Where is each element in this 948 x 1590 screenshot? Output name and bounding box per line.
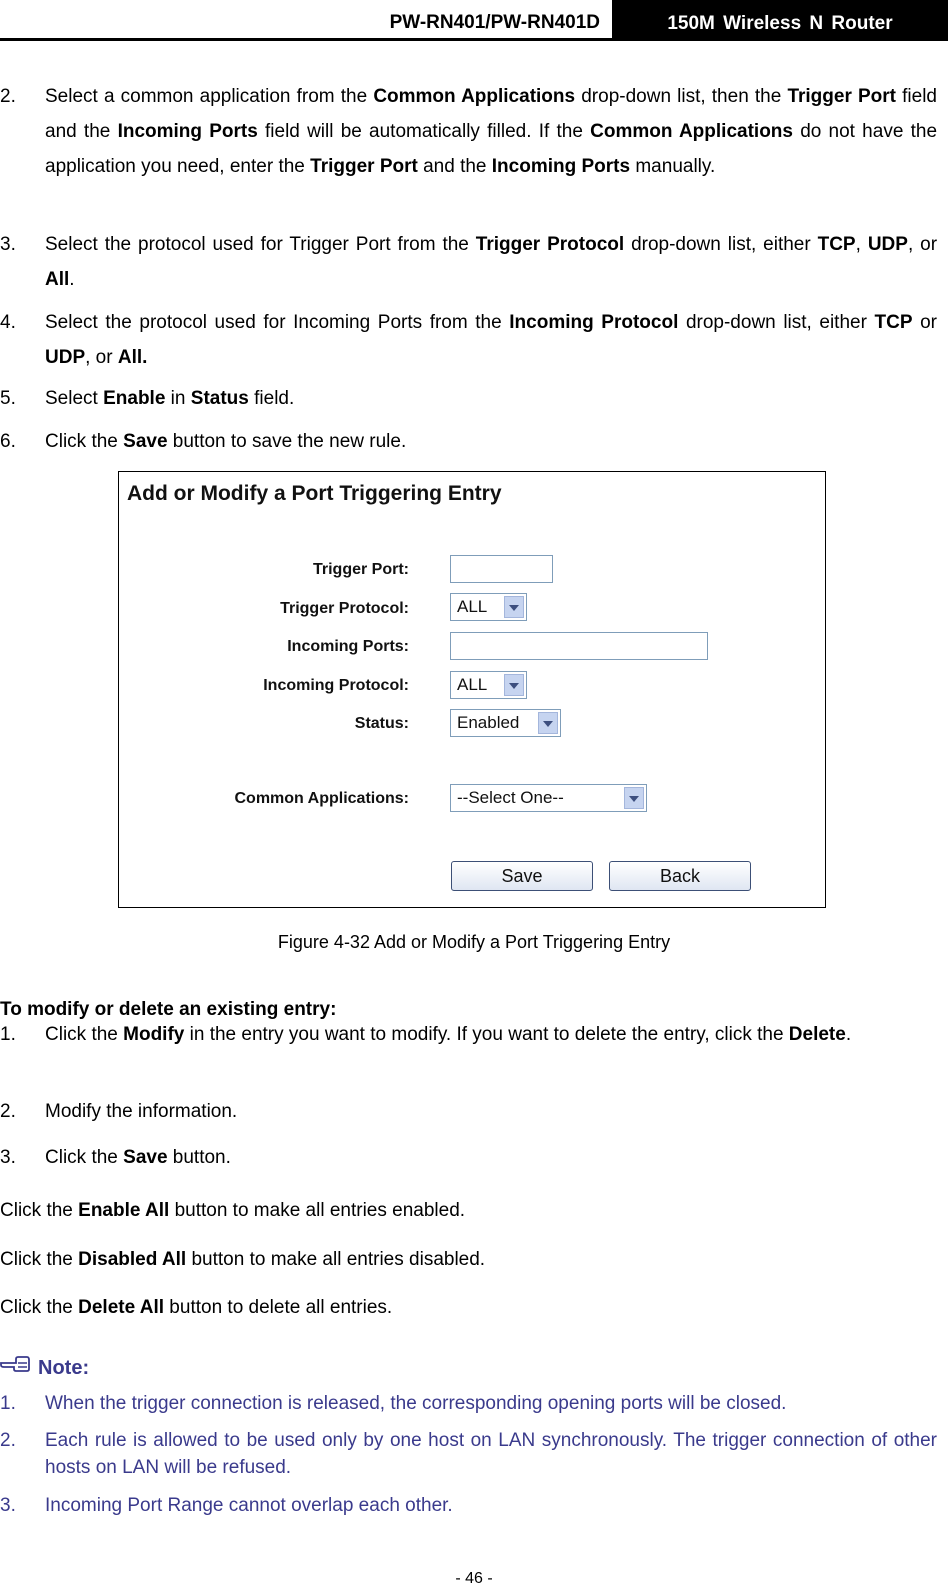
bold-term: Incoming Ports	[491, 156, 631, 177]
bold-term: Common Applications	[373, 86, 576, 107]
step-text: Select Enable in Status field.	[45, 388, 295, 409]
bold-term: All.	[117, 347, 148, 368]
model-name: PW-RN401/PW-RN401D	[389, 12, 600, 33]
paragraph: Click the Disabled All button to make all entries disabled.	[0, 1249, 486, 1270]
bold-term: Status	[190, 388, 249, 409]
bold-term: Enable	[103, 388, 166, 409]
step-text: Select a common application from the Common Applications drop-down list, then the Trigger Port field and the Incoming Ports field will be automatically filled. If the Common Applications do not have the application you need, enter the Trigger Port and the Incoming Ports manually.	[45, 86, 938, 177]
bold-term: TCP	[874, 312, 913, 333]
bold-term: Trigger Protocol	[475, 234, 625, 255]
bold-term: Common Applications	[590, 121, 793, 142]
step-text: Modify the information.	[45, 1101, 238, 1122]
note-text: Incoming Port Range cannot overlap each other.	[45, 1495, 453, 1516]
bold-term: Delete	[788, 1024, 846, 1045]
note-text: Each rule is allowed to be used only by one host on LAN synchronously. The trigger connection of other hosts on LAN will be refused.	[45, 1430, 937, 1478]
trigger-protocol-value: ALL	[457, 597, 488, 616]
product-name: 150M Wireless N Router	[612, 0, 948, 41]
step-number: 2.	[0, 86, 16, 107]
bold-term: All	[45, 269, 70, 290]
step-text: Click the Save button.	[45, 1147, 231, 1168]
incoming-protocol-label: Incoming Protocol:	[263, 677, 409, 694]
page-number: - 46 -	[455, 1570, 493, 1587]
incoming-ports-input[interactable]	[450, 632, 708, 660]
status-label: Status:	[354, 715, 409, 732]
bold-term: Save	[123, 431, 168, 452]
incoming-ports-label: Incoming Ports:	[287, 638, 409, 655]
note-number: 1.	[0, 1393, 16, 1414]
trigger-port-label: Trigger Port:	[312, 561, 409, 578]
bold-term: Delete All	[78, 1297, 165, 1318]
note-number: 2.	[0, 1430, 16, 1451]
step-number: 6.	[0, 431, 16, 452]
step-number: 2.	[0, 1101, 16, 1122]
bold-term: UDP	[867, 234, 908, 255]
status-value: Enabled	[457, 713, 520, 732]
step-number: 3.	[0, 234, 16, 255]
step-text: Click the Save button to save the new rule.	[45, 431, 407, 452]
note-text: When the trigger connection is released, the corresponding opening ports will be closed.	[45, 1393, 787, 1414]
bold-term: TCP	[817, 234, 856, 255]
step-number: 4.	[0, 312, 16, 333]
step-text: Click the Modify in the entry you want to modify. If you want to delete the entry, click the Delete.	[45, 1024, 852, 1045]
step-number: 3.	[0, 1147, 16, 1168]
figure-caption: Figure 4-32 Add or Modify a Port Triggering Entry	[277, 932, 671, 952]
paragraph: Click the Delete All button to delete all entries.	[0, 1297, 393, 1318]
bold-term: Incoming Ports	[117, 121, 258, 142]
note-title: Note:	[38, 1357, 90, 1379]
trigger-port-input[interactable]	[450, 555, 553, 583]
step-text: Select the protocol used for Incoming Ports from the Incoming Protocol drop-down list, either TCP or UDP, or All.	[45, 312, 937, 368]
port-triggering-form	[118, 471, 826, 908]
incoming-protocol-select[interactable]	[450, 671, 527, 699]
common-applications-label: Common Applications:	[234, 790, 409, 807]
bold-term: Modify	[123, 1024, 185, 1045]
status-select[interactable]	[450, 709, 561, 737]
trigger-protocol-label: Trigger Protocol:	[280, 600, 409, 617]
chevron-down-icon[interactable]	[624, 787, 644, 809]
bold-term: Enable All	[78, 1200, 170, 1221]
chevron-down-icon[interactable]	[504, 674, 524, 696]
bold-term: Incoming Protocol	[509, 312, 679, 333]
bold-term: Save	[123, 1147, 168, 1168]
save-button[interactable]: Save	[451, 861, 593, 891]
header-rule	[0, 38, 948, 41]
common-applications-value: --Select One--	[457, 788, 564, 807]
back-button[interactable]: Back	[609, 861, 751, 891]
bold-term: Trigger Port	[787, 86, 896, 107]
trigger-protocol-select[interactable]	[450, 593, 527, 621]
step-text: Select the protocol used for Trigger Port from the Trigger Protocol drop-down list, either TCP, UDP, or All.	[45, 234, 938, 290]
bold-term: UDP	[45, 347, 86, 368]
note-number: 3.	[0, 1495, 16, 1516]
chevron-down-icon[interactable]	[538, 712, 558, 734]
paragraph: Click the Enable All button to make all entries enabled.	[0, 1200, 466, 1221]
bold-term: Trigger Port	[310, 156, 418, 177]
bold-term: Disabled All	[78, 1249, 187, 1270]
common-applications-select[interactable]	[450, 784, 647, 812]
step-number: 5.	[0, 388, 16, 409]
chevron-down-icon[interactable]	[504, 596, 524, 618]
incoming-protocol-value: ALL	[457, 675, 488, 694]
form-title: Add or Modify a Port Triggering Entry	[127, 482, 502, 505]
section-heading: To modify or delete an existing entry:	[0, 999, 337, 1020]
step-number: 1.	[0, 1024, 16, 1045]
pointing-hand-icon	[0, 1354, 38, 1380]
note-heading	[0, 1354, 89, 1380]
